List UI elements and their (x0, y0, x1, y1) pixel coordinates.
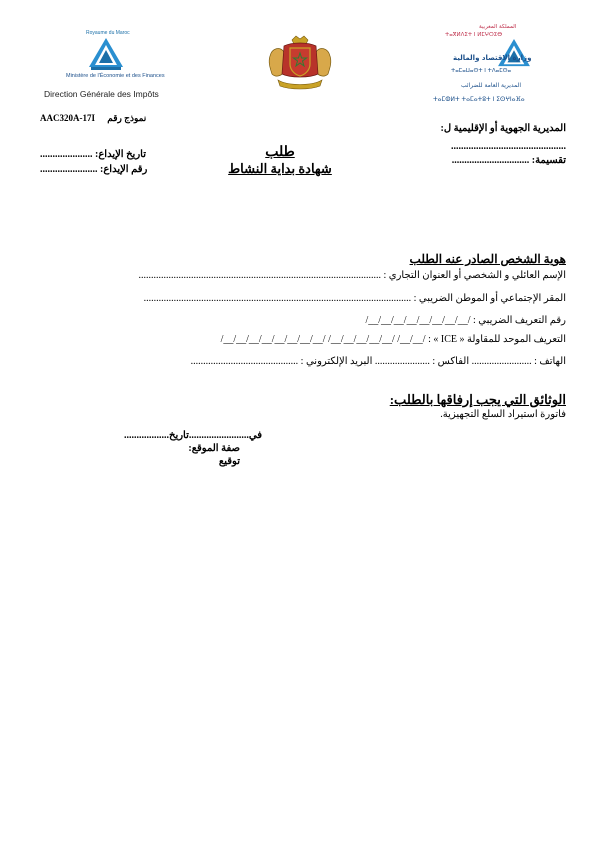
documents-section (390, 392, 566, 420)
right-logo-line1: المملكة المغربية (479, 24, 517, 30)
form-title (205, 144, 355, 177)
coat-of-arms-icon (264, 34, 336, 94)
page-subtitle: شهادة بداية النشاط (228, 161, 332, 176)
deposit-number[interactable]: رقم الإيداع: ....................... (40, 164, 148, 175)
right-logo-line4: ⵜⴰⵎⴰⵡⴰⵙⵜ ⵏ ⵜⴷⴰⵎⵙⴰ (451, 68, 512, 74)
regional-directorate (426, 122, 566, 168)
right-logo-line5: المديرية العامة للضرائب (461, 82, 521, 89)
documents-title: الوثائق التي يجب إرفاقها بالطلب: (389, 392, 566, 407)
page-title: طلب (265, 145, 295, 160)
document-item: فاتورة استيراد السلع التجهيزية. (440, 409, 566, 420)
right-logo-line2: ⵜⴰⴳⵍⴷⵉⵜ ⵏ ⵍⵎⵖⵔⵉⴱ (445, 32, 503, 38)
place-date-field[interactable]: في........................تاريخ.................. (123, 430, 262, 441)
signature-label[interactable]: توقيع (218, 456, 240, 467)
contact-field[interactable]: الهاتف : ........................ الفاكس : ...................... البريد الإلكتروني : ........................................... (190, 356, 566, 367)
regional-directorate-field[interactable]: .............................................. (451, 141, 566, 152)
deposit-date[interactable]: تاريخ الإيداع: ..................... (40, 149, 146, 160)
signature-block (72, 429, 262, 468)
ministry-label: Ministère de l'Économie et des Finances (66, 73, 165, 79)
right-logo-line6: ⵜⴰⵎⵀⵍⵜ ⵜⴰⵎⴰⵜⵓⵜ ⵏ ⵉⵙⵖⵏⴰⴼⴰ (433, 96, 525, 103)
subdivision-field[interactable]: تقسيمة: ............................... (451, 155, 566, 166)
identity-section-title: هوية الشخص الصادر عنه الطلب (409, 252, 566, 266)
model-code: AAC320A-17I (40, 113, 95, 123)
address-field[interactable]: المقر الإجتماعي أو الموطن الضريبي : ........................................................................................................... (143, 293, 566, 304)
ice-field[interactable]: التعريف الموحد للمقاولة « ICE » : /__/__/ /__/__/__/__/__/ /__/__/__/__/__/__/__/__/ (220, 334, 566, 345)
name-field[interactable]: الإسم العائلي و الشخصي أو العنوان التجاري : ................................................................................................. (138, 270, 566, 281)
pyramid-logo-icon (497, 38, 531, 68)
signer-capacity-label[interactable]: صفة الموقع: (188, 443, 240, 454)
kingdom-label: Royaume du Maroc (86, 30, 130, 36)
regional-directorate-label: المديرية الجهوية أو الإقليمية ل: (440, 123, 566, 134)
model-number (40, 113, 146, 124)
deposit-info (40, 147, 165, 177)
right-logo-line3: وزارة الاقتصاد والمالية (453, 54, 532, 62)
ministry-logo (425, 24, 565, 114)
dgi-logo (44, 30, 164, 100)
directorate-label: Direction Générale des Impôts (44, 89, 159, 99)
model-label: نموذج رقم (107, 113, 147, 123)
tax-id-field[interactable]: رقم التعريف الضريبي : /__/__/__/__/__/__/__/__/ (365, 315, 566, 326)
pyramid-logo-icon (88, 37, 124, 71)
